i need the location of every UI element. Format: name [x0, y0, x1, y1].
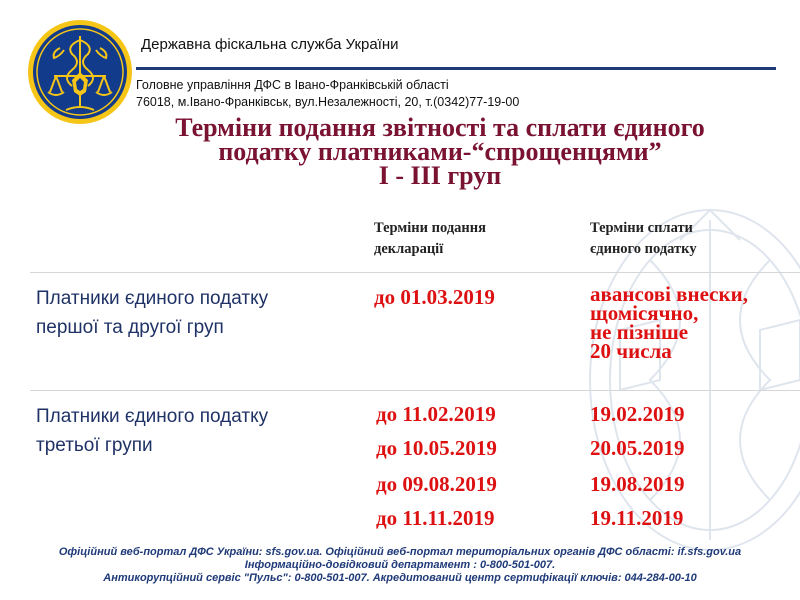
footer-line3: Антикорупційний сервіс "Пульс": 0-800-501-007. Акредитований центр сертифікації ключів: 044-284-00-10: [103, 572, 697, 584]
dfs-emblem-icon: [26, 18, 134, 126]
service-name: Державна фіскальна служба України: [141, 36, 399, 53]
group-label-3: [36, 402, 366, 460]
column-header-payment-line2: єдиного податку: [590, 241, 697, 257]
payment-deadline: 20.05.2019: [590, 436, 685, 460]
page-title: [80, 113, 800, 190]
department-line: Головне управління ДФС в Івано-Франківській області: [136, 78, 449, 92]
group-label-line2: третьої групи: [36, 435, 153, 456]
column-header-declaration: [374, 218, 574, 260]
title-line-1: Терміни подання звітності та сплати єдиного: [175, 113, 705, 142]
declaration-deadline: до 10.05.2019: [376, 436, 497, 460]
declaration-deadline: до 01.03.2019: [374, 285, 495, 309]
column-header-declaration-line2: декларації: [374, 241, 444, 257]
footer-contacts: [0, 546, 800, 585]
declaration-deadline: до 11.02.2019: [376, 402, 496, 426]
footer-line1: Офіційний веб-портал ДФС України: sfs.gov.ua. Офіційний веб-портал територіальних органів ДФС області: if.sfs.gov.ua: [58, 546, 742, 558]
payment-note-line3: не пізніше: [590, 320, 689, 344]
header-divider: [136, 67, 776, 70]
payment-note-line2: щомісячно,: [590, 301, 699, 325]
payment-deadline-note: [590, 282, 800, 363]
footer-line2: Інформаційно-довідковий департамент : 0-800-501-007.: [244, 559, 556, 571]
title-line-3: І - ІІІ груп: [378, 161, 502, 190]
payment-deadline: 19.08.2019: [590, 472, 685, 496]
payment-deadline: 19.11.2019: [590, 506, 684, 530]
group-label-line2: першої та другої груп: [36, 317, 224, 338]
address-line: 76018, м.Івано-Франківськ, вул.Незалежності, 20, т.(0342)77-19-00: [136, 95, 520, 109]
title-line-2: податку платниками-“спрощенцями”: [218, 137, 662, 166]
group-label-1-2: [36, 284, 366, 342]
group-label-line1: Платники єдиного податку: [36, 406, 269, 427]
row-divider: [30, 390, 800, 391]
column-header-declaration-line1: Терміни подання: [374, 220, 486, 236]
row-divider: [30, 272, 800, 273]
payment-note-line4: 20 числа: [590, 339, 672, 363]
column-header-payment: [590, 218, 790, 260]
payment-deadline: 19.02.2019: [590, 402, 685, 426]
group-label-line1: Платники єдиного податку: [36, 288, 269, 309]
column-header-payment-line1: Терміни сплати: [590, 220, 693, 236]
declaration-deadline: до 09.08.2019: [376, 472, 497, 496]
payment-note-line1: авансові внески,: [590, 282, 748, 306]
declaration-deadline: до 11.11.2019: [376, 506, 495, 530]
